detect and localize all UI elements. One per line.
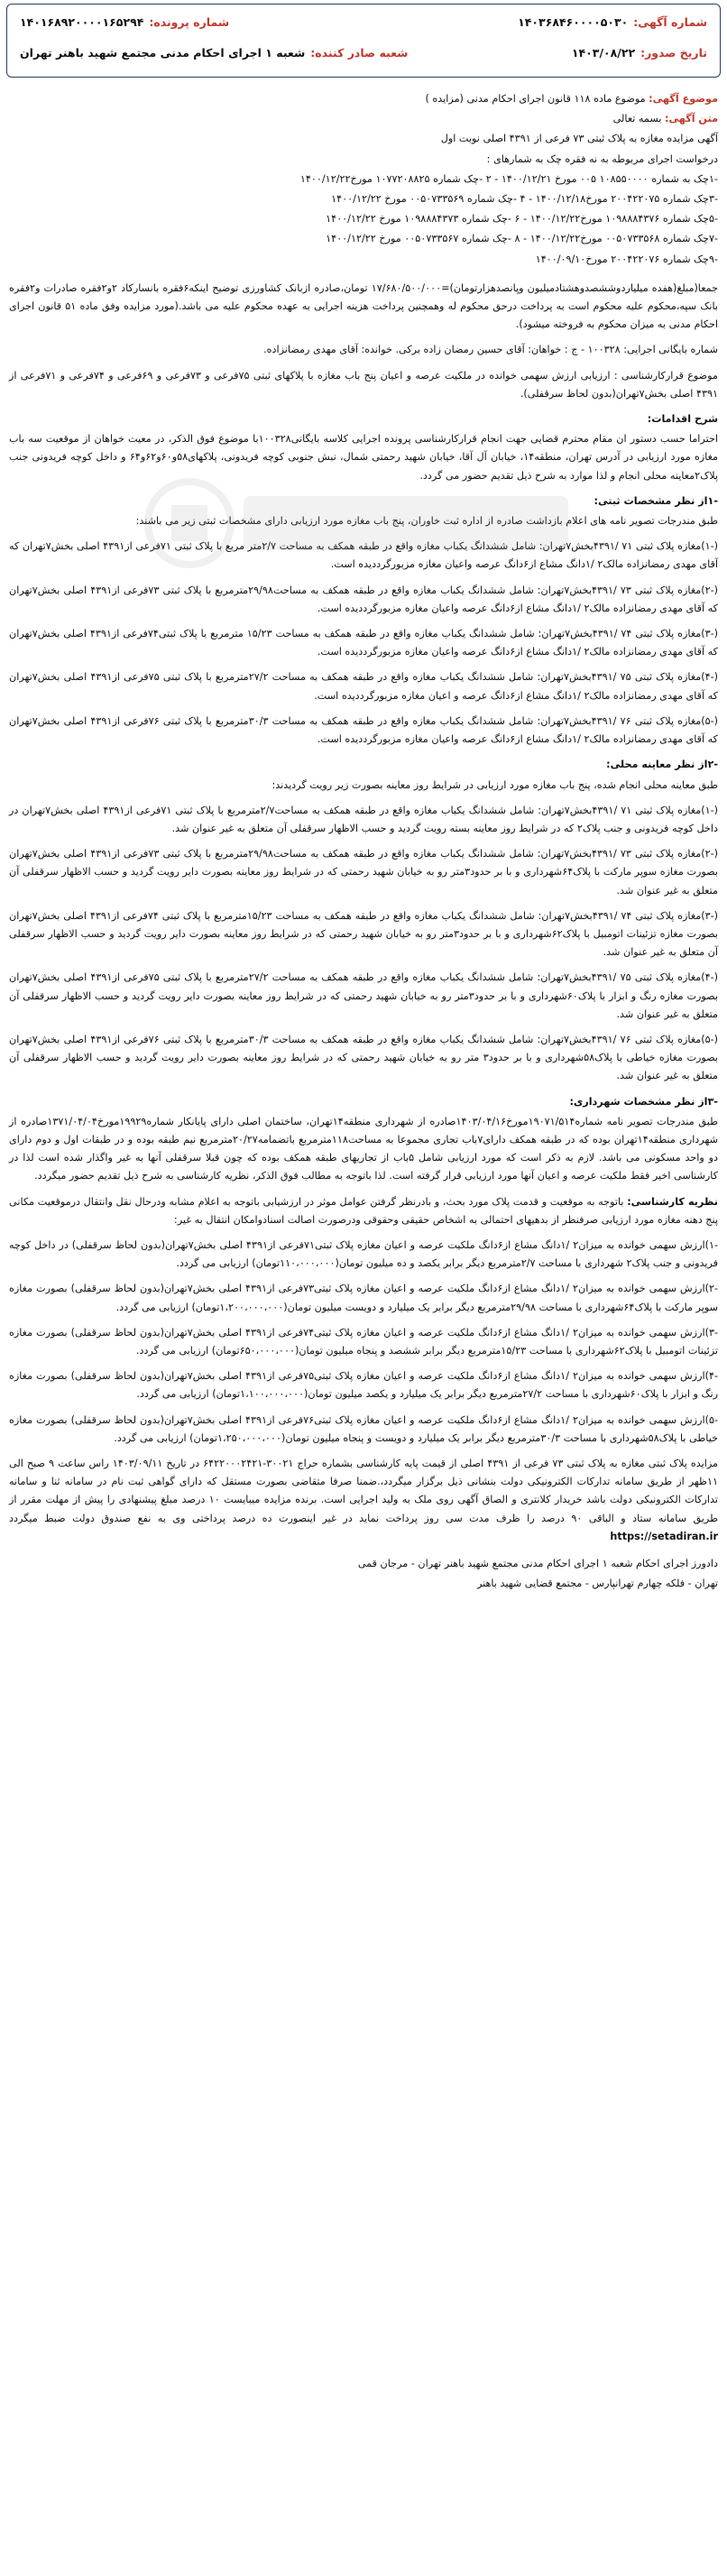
total-paragraph: جمعا(مبلغ(هفده میلیاردوششصدوهشتادمیلیون وپانصدهزارتومان)=۱۷/۶۸۰/۵۰۰/۰۰۰ تومان،صادره ازبانک کشاورزی توضیح اینکه۶فقره بانسارکاد ۲و۲فقره صادرات و۲فقره بانک سپه،محکوم علیه محکوم است به پرداخت درحق محکوم له وهمچنین پرداخت هزینه اجرایی به عهده محکوم علیه می باشد.(مورد مزایده وفق ماده ۵۱ قانون اجرای احکام مدنی به میزان محکوم به فروخته میشود).: [9, 281, 718, 331]
location-item: (-۳)مغازه پلاک ثبتی ۷۴ /۴۳۹۱بخش۷تهران: شامل ششدانگ یکباب مغازه واقع در طبقه همکف به مساحت ۱۵/۲۳مترمربع با پلاک ثبتی ۷۴فرعی از۴۳۹۱ اصلی بخش۷تهران بصورت مغازه تزئینات اتومبیل با پلاک۶۲شهرداری و با بر حدود۳متر رو به خیابان شهید رحمتی که در شرایط روز معاینه بصورت دایر رویت گردید و حسب الاظهار سرقفلی آن متعلق به غیر عنوان شد.: [9, 909, 718, 959]
registry-item: (-۵)مغازه پلاک ثبتی ۷۶ /۴۳۹۱بخش۷تهران: شامل ششدانگ یکباب مغازه واقع در طبقه همکف به مساحت ۳۰/۳مترمربع با پلاک ثبتی ۷۶فرعی از۴۳۹۱ اصلی بخش۷تهران که آقای مهدی رمضانزاده مالک۲ /۱دانگ مشاع از۶دانگ عرصه واعیان مغازه مزبورگرددیده است.: [9, 714, 719, 746]
cheque-line: -۷چک شماره ۰۰۵۰۷۳۳۵۶۸ مورخ۱۴۰۰/۱۲/۲۲ - ۸ -چک شماره ۰۰۵۰۷۳۳۵۶۷ مورخ ۱۴۰۰/۱۲/۲۲: [326, 233, 718, 245]
header-row-2: [20, 44, 707, 62]
location-item: (-۵)مغازه پلاک ثبتی ۷۶ /۴۳۹۱بخش۷تهران: شامل ششدانگ یکباب مغازه واقع در طبقه همکف به مساحت ۳۰/۳مترمربع با پلاک ثبتی ۷۶فرعی از۴۳۹۱ اصلی بخش۷تهران بصورت مغازه خیاطی با پلاک۵۸شهرداری و با بر حدود۳ متر رو به خیابان شهید رحمتی که در شرایط روز معاینه بصورت دایر رویت گردید و حسب الاظهار سرقفلی آن متعلق به غیر عنوان شد.: [9, 1033, 719, 1082]
opinion-title: نظریه کارشناسی:: [627, 1195, 718, 1208]
registry-item: (-۳)مغازه پلاک ثبتی ۷۴ /۴۳۹۱بخش۷تهران: شامل ششدانگ یکباب مغازه واقع در طبقه همکف به مساحت ۱۵/۲۳ مترمربع با پلاک ثبتی۷۴فرعی از۴۳۹۱ اصلی بخش۷تهران که آقای مهدی رمضانزاده مالک۲ /۱دانگ مشاع از۶دانگ عرصه واعیان مغازه مزبورگرددیده است.: [9, 628, 718, 658]
case-number-value: ۱۴۰۱۶۸۹۲۰۰۰۰۱۶۵۲۹۴: [20, 15, 144, 29]
registry-item: (-۱)مغازه پلاک ثبتی ۷۱ /۴۳۹۱بخش۷تهران: شامل ششدانگ یکباب مغازه واقع در طبقه همکف به مساحت ۲/۷متر مربع با پلاک ثبتی ۷۱فرعی از۴۳۹۱ اصلی بخش۷تهران که آقای مهدی رمضانزاده مالک۲ /۱دانگ مشاع از۶دانگ عرصه واعیان مغازه مزبورگرددیده است.: [9, 540, 718, 571]
registry-intro: طبق مندرجات تصویر نامه های اعلام بازداشت صادره از اداره ثبت خاوران، پنج باب مغازه مورد ارزیابی دارای مشخصات ثبتی زیر می باشند:: [135, 515, 718, 528]
location-item: (-۴)مغازه پلاک ثبتی ۷۵ /۴۳۹۱بخش۷تهران: شامل ششدانگ یکباب مغازه واقع در طبقه همکف به مساحت ۲۷/۲مترمربع با پلاک ثبتی ۷۵فرعی از۴۳۹۱ اصلی بخش۷تهران بصورت مغازه رنگ و ابزار با پلاک۶۰شهرداری و با بر حدود۳متر رو به خیابان شهید رحمتی که در شرایط روز معاینه بصورت دایر رویت گردید و حسب الاظهار سرقفلی آن متعلق به غیر عنوان شد.: [9, 971, 719, 1020]
issuing-branch-value: شعبه ۱ اجرای احکام مدنی مجتمع شهید باهنر تهران: [20, 46, 306, 60]
registry-title: -۱از نظر مشخصات ثبتی:: [594, 494, 718, 507]
issue-date: [572, 44, 707, 62]
cheque-line: -۵چک شماره ۱۰۹۸۸۸۴۳۷۶ مورخ۱۴۰۰/۱۲/۲۲ - ۶ -چک شماره ۱۰۹۸۸۸۴۳۷۳ مورخ ۱۴۰۰/۱۲/۲۲: [326, 213, 718, 225]
footer-address: تهران - فلکه چهارم تهرانپارس - مجتمع قضایی شهید باهنر: [476, 1578, 718, 1590]
ad-number: [518, 14, 707, 32]
location-item: (-۲)مغازه پلاک ثبتی ۷۳ /۴۳۹۱بخش۷تهران: شامل ششدانگ یکباب مغازه واقع در طبقه همکف به مساحت۲۹/۹۸مترمربع با پلاک ثبتی ۷۳فرعی از۴۳۹۱ اصلی بخش۷تهران بصورت مغازه سوپر مارکت با پلاک۶۴شهرداری و با بر حدود۳متر رو به خیابان شهید رحمتی که در شرایط روز معاینه بصورت دایر رویت گردید و حسب الاظهار سرقفلی آن متعلق به غیر عنوان شد.: [9, 848, 719, 897]
location-title: -۲از نظر معاینه محلی:: [606, 759, 718, 771]
cheque-line: -۹چک شماره ۲۰۰۴۲۲۰۷۶ مورخ۱۴۰۰/۰۹/۱۰: [535, 253, 718, 265]
opinion-paragraph: [9, 1193, 718, 1229]
cheque-line: -۳چک شماره ۲۰۰۴۲۲۰۷۵ مورخ۱۴۰۰/۱۲/۱۸ - ۴ -چک شماره ۰۰۵۰۷۳۳۵۶۹ مورخ ۱۴۰۰/۱۲/۲۲: [331, 193, 718, 206]
case-number: [20, 14, 229, 32]
auction-text: مزایده پلاک ثبتی مغازه به پلاک ثبتی ۷۳ فرعی از ۴۳۹۱ اصلی از قیمت پایه کارشناسی بشماره حراج ۳۰۰۲۱-۶۴۲۲۰۰۰۲۴۲۱ در تاریخ ۱۴۰۳/۰۹/۱۱ راس ساعت ۹ صبح الی ۱۱ظهر از طریق سامانه تدارکات الکترونیکی دولت بنشانی ذیل برگزار میگردد،.ضمنا صرفا متقاضی بصورت مستقل که دارای گواهی ثبت نام در سامانه ثنا و سامانه تدارکات الکترونیکی دولت باشد خریدار کلانتری و الصاق آگهی روی ملک به ولید اجرایی است. برنده مزایده میبایست ۱۰ درصد مبلغ پیشنهادی را پیش از مهلت مقرر از طریق سامانه ستاد و الباقی ۹۰ درصد را ظرف مدت سی روز پرداخت نماید در غیر اینصورت ده درصد پرداختی وی به نفع صندوق دولت ضبط میگردد: [9, 1458, 718, 1524]
valuation-item: -۱)ارزش سهمی خوانده به میزان۲ /۱دانگ مشاع از۶دانگ ملکیت عرصه و اعیان مغازه پلاک ثبتی۷۱فرعی از۴۳۹۱ اصلی بخش۷تهران(بدون لحاظ سرقفلی) در داخل کوچه فریدونی و جنب پلاک۲ شهرداری با مساحت ۲/۷مترمربع دیگر برابر یکصد و ده میلیون تومان(۱۱۰،۰۰۰،۰۰۰تومان) ارزیابی می گردد.: [9, 1238, 719, 1270]
ad-number-value: ۱۴۰۳۶۸۴۶۰۰۰۰۵۰۳۰: [518, 15, 629, 29]
case-number-label: شماره پرونده:: [149, 15, 230, 29]
issuing-branch-label: شعبه صادر کننده:: [310, 46, 409, 60]
body-line: [9, 110, 718, 128]
subject-paragraph: موضوع قرارکارشناسی : ارزیابی ارزش سهمی خوانده در ملکیت عرصه و اعیان پنج باب مغازه با پلاکهای ثبتی ۷۵فرعی و ۷۳فرعی و ۶۹فرعی و ۷۴فرعی و ۷۱فرعی از ۴۳۹۱ اصلی بخش۷تهران(بدون لحاظ سرقفلی).: [9, 369, 718, 400]
intro-line: درخواست اجرای مربوطه به نه فقره چک به شمارهای :: [486, 152, 718, 165]
footer: [9, 1555, 718, 1593]
municipality-title: -۳از نظر مشخصات شهرداری:: [569, 1095, 718, 1108]
proceedings-text: احتراما حسب دستور ان مقام محترم قضایی جهت انجام قرارکارشناسی پرونده اجرایی کلاسه بایگانی۱۰۰۳۲۸با موضوع فوق الذکر، در معیت خواهان از موقعیت سه باب مغازه مورد ارزیابی در آدرس تهران، منطقه۱۴، خیابان آل آقا، خیابان شهید رحمتی شمال، نبش جنوبی کوچه فریدونی، پلاکهای۵۸و۶۰و۶۲و۶۴ و داخل کوچه فریدونی جنب پلاک۲معاینه محلی انجام و لذا موارد به شرح ذیل تقدیم حضور می گردد.: [9, 433, 719, 482]
registry-item: (-۴)مغازه پلاک ثبتی ۷۵ /۴۳۹۱بخش۷تهران: شامل ششدانگ یکباب مغازه واقع در طبقه همکف به مساحت ۲۷/۲مترمربع با پلاک ثبتی ۷۵فرعی از۴۳۹۱ اصلی بخش۷تهران که آقای مهدی رمضانزاده مالک۲ /۱دانگ مشاع از۶دانگ عرصه و اعیان مغازه مزبورگرددیده است.: [9, 671, 719, 702]
opinion-text: باتوجه به موقعیت و قدمت پلاک مورد بحث، و بادرنظر گرفتن عوامل موثر در ارزشیابی باتوجه به اعلام مشابه ودرحال نقل وانتقال درموقعیت مکانی پنج دهنه مغازه مورد ارزیابی صرفنظر از بدهیهای احتمالی به اشخاص حقیقی وحقوقی ودرصورت اصالت اسنادوامکان انتقال به غیر:: [9, 1195, 718, 1226]
subject-text: موضوع ماده ۱۱۸ قانون اجرای احکام مدنی (مزایده ): [425, 93, 646, 105]
valuation-item: -۴)ارزش سهمی خوانده به میزان۲ /۱دانگ مشاع از۶دانگ ملکیت عرصه و اعیان مغازه پلاک ثبتی۷۵فرعی از۴۳۹۱ اصلی بخش۷تهران(بدون لحاظ سرقفلی) بصورت مغازه رنگ و ابزار با پلاک۶۰شهرداری با مساحت ۲۷/۲مترمربع دیگر برابر یک میلیارد و یکصد میلیون تومان(۱،۱۰۰،۰۰۰،۰۰۰تومان) ارزیابی می گردد.: [9, 1370, 719, 1401]
body-label: متن آگهی:: [665, 113, 718, 125]
subject-label: موضوع آگهی:: [649, 93, 718, 105]
valuation-item: -۳)ارزش سهمی خوانده به میزان۲ /۱دانگ مشاع از۶دانگ ملکیت عرصه و اعیان مغازه پلاک ثبتی۷۴فرعی از۴۳۹۱ اصلی بخش۷تهران(بدون لحاظ سرقفلی) بصورت مغازه تزئینات اتومبیل با پلاک۶۲شهرداری با مساحت ۱۵/۲۳مترمربع دیگر برابر ششصد و پنجاه میلیون تومان(۶۵۰،۰۰۰،۰۰۰تومان) ارزیابی می گردد.: [9, 1326, 719, 1357]
cheque-line: -۱چک به شماره ۱۰۸۵۵۰۰۰۰ ۰۰۵ مورخ ۱۴۰۰/۱۲/۲۱ - ۲ -چک شماره ۱۰۷۷۲۰۸۸۲۵ مورخ۱۴۰۰/۱۲/۲۲: [299, 172, 718, 185]
ad-number-label: شماره آگهی:: [633, 15, 707, 29]
location-intro: طبق معاینه محلی انجام شده، پنج باب مغازه مورد ارزیابی در شرایط روز معاینه بصورت زیر رویت گردیدند:: [271, 778, 718, 791]
registry-item: (-۲)مغازه پلاک ثبتی ۷۳ /۴۳۹۱بخش۷تهران: شامل ششدانگ یکباب مغازه واقع در طبقه همکف به مساحت۲۹/۹۸مترمربع با پلاک ثبتی ۷۳فرعی از۴۳۹۱ اصلی بخش۷تهران که آقای مهدی رمضانزاده مالک۲ /۱دانگ مشاع از۶دانگ عرصه واعیان مغازه مزبورگرددیده است.: [9, 584, 718, 614]
proceedings-title: شرح اقدامات:: [647, 413, 718, 426]
ad-content: [0, 78, 727, 1593]
location-item: (-۱)مغازه پلاک ثبتی ۷۱ /۴۳۹۱بخش۷تهران: شامل ششدانگ یکباب مغازه واقع در طبقه همکف به مساحت۲/۷مترمربع با پلاک ثبتی ۷۱فرعی از۴۳۹۱ اصلی بخش۷تهران در داخل کوچه فریدونی و جنب پلاک۲ که در شرایط روز معاینه بسته رویت گردید و حسب الاظهار سرقفلی آن متعلق به غیر عنوان شد.: [9, 804, 719, 834]
header-row-1: [20, 14, 707, 32]
parties-paragraph: شماره بایگانی اجرایی: ۱۰۰۳۲۸ - ج : خواهان: آقای حسین رمضان زاده برکی. خوانده: آقای مهدی رمضانزاده.: [263, 344, 718, 356]
valuation-item: -۲)ارزش سهمی خوانده به میزان۲ /۱دانگ مشاع از۶دانگ ملکیت عرصه و اعیان مغازه پلاک ثبتی۷۳فرعی از۴۳۹۱ اصلی بخش۷تهران(بدون لحاظ سرقفلی) بصورت مغازه سوپر مارکت با پلاک۶۴شهرداری با مساحت ۲۹/۹۸مترمربع دیگر برابر یک میلیارد و دویست میلیون تومان(۱،۲۰۰،۰۰۰،۰۰۰تومان) ارزیابی می گردد.: [9, 1283, 719, 1313]
issuing-branch: [20, 44, 408, 62]
subject-line: [9, 90, 718, 108]
municipality-text: طبق مندرجات تصویر نامه شماره۱۹۰۷۱/۵۱۴مورخ۱۴۰۳/۰۴/۱۶صادره از شهرداری منطقه۱۴تهران، ساختمان اصلی دارای پایانکار شماره۱۹۹۲۹مورخ۱۳۷۱/۰۴/۰۴صادره از شهرداری منطقه۱۴تهران بوده که در طبقه همکف دارای۷باب تجاری مجموعا به مساحت۱۱۸مترمربع باتضمامه۲۰/۲۷مترمربع نیم طبقه بوده و در طبقات اول و دوم دارای دو واحد مسکونی می باشد. لازم به ذکر است که مورد ارزیابی شامل ۵باب از تجاریهای طبقه همکف بوده که چون قبلا سرقفلی آنها به غیر واگذار شده است لذا در کارشناسی اخیر فقط ملکیت عرصه و اعیان آنها مورد ارزیابی قرار گرفته است. لذا باتوجه به مطالب فوق الذکر، نظریه کارشناسی به شرح ذیل تقدیم حضور میگردد.: [9, 1115, 719, 1182]
issue-date-label: تاریخ صدور:: [640, 46, 707, 60]
valuation-item: -۵)ارزش سهمی خوانده به میزان۲ /۱دانگ مشاع از۶دانگ ملکیت عرصه و اعیان مغازه پلاک ثبتی۷۶فرعی از۴۳۹۱ اصلی بخش۷تهران(بدون لحاظ سرقفلی) بصورت مغازه خیاطی با پلاک۵۸شهرداری با مساحت ۳۰/۳مترمربع دیگر برابر یک میلیارد و دویست و پنجاه میلیون تومان(۱،۲۵۰،۰۰۰،۰۰۰تومان) ارزیابی می گردد.: [9, 1413, 719, 1444]
intro-line: آگهی مزایده مغازه به پلاک ثبتی ۷۳ فرعی از ۴۳۹۱ اصلی نوبت اول: [440, 133, 718, 145]
issue-date-value: ۱۴۰۳/۰۸/۲۲: [571, 46, 636, 60]
website-link[interactable]: https://setadiran.ir: [610, 1530, 718, 1542]
bismillah: بسمه تعالی: [612, 113, 662, 125]
auction-paragraph: [9, 1455, 718, 1546]
ad-header-box: [6, 4, 721, 78]
footer-signature: دادورز اجرای احکام شعبه ۱ اجرای احکام مدنی مجتمع شهید باهنر تهران - مرجان قمی: [357, 1558, 718, 1570]
